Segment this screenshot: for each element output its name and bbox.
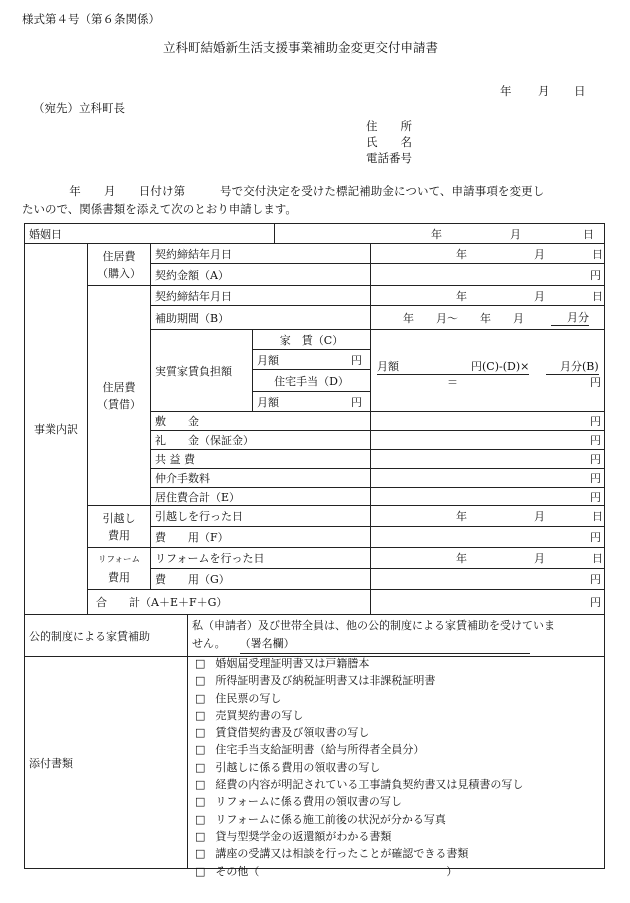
contract-amount-field[interactable] bbox=[370, 263, 605, 285]
rent-contract-date-field[interactable] bbox=[370, 285, 605, 305]
formula-yen: 円 bbox=[590, 376, 601, 389]
signature-field[interactable] bbox=[240, 635, 530, 654]
checkbox-icon[interactable]: □ bbox=[195, 847, 206, 861]
phone-label: 電話番号 bbox=[366, 151, 412, 165]
housing-purchase-label: 住居費 （購入） bbox=[87, 243, 150, 285]
public-line-1: 私（申請者）及び世帯全員は、他の公的制度による家賃補助を受けていま bbox=[192, 619, 555, 632]
page-title: 立科町結婚新生活支援事業補助金変更交付申請書 bbox=[163, 40, 439, 55]
yen-common: 円 bbox=[590, 453, 601, 466]
attachment-item[interactable] bbox=[195, 776, 523, 793]
attachment-item[interactable] bbox=[195, 672, 523, 689]
attachment-item[interactable] bbox=[195, 828, 523, 845]
housing-rent-label: 住居費 （賃借） bbox=[87, 285, 150, 505]
attachment-text: 所得証明書及び納税証明書又は非課税証明書 bbox=[215, 674, 436, 688]
reform-label-bottom: 費用 bbox=[108, 570, 130, 584]
cost-g-label: 費 用（G） bbox=[150, 568, 370, 589]
public-line-2: せん。 bbox=[192, 637, 226, 650]
address-label: 住 所 bbox=[366, 119, 412, 133]
cost-f-field[interactable] bbox=[370, 526, 605, 547]
deposit-label: 敷 金 bbox=[150, 411, 370, 430]
rent-c-monthly: 月額 bbox=[257, 353, 279, 367]
intro-line-1: 年 月 日付け第 号で交付決定を受けた標記補助金について、申請事項を変更し bbox=[46, 184, 545, 198]
subsidy-period-field[interactable] bbox=[370, 305, 605, 329]
checkbox-icon[interactable]: □ bbox=[195, 760, 206, 774]
attachment-text: その他（ ） bbox=[215, 864, 458, 878]
business-details-label bbox=[24, 243, 87, 614]
attachment-text: リフォームに係る施工前後の状況が分かる写真 bbox=[215, 812, 446, 826]
attachment-text: 引越しに係る費用の領収書の写し bbox=[215, 760, 381, 774]
signature-label: （署名欄） bbox=[239, 637, 295, 650]
yen-f: 円 bbox=[590, 531, 601, 544]
housing-total-label: 居住費合計（E） bbox=[150, 487, 370, 505]
md-month: 月 bbox=[534, 510, 545, 523]
formula-months bbox=[546, 358, 599, 375]
checkbox-icon[interactable]: □ bbox=[195, 812, 206, 826]
moving-date-label: 引越しを行った日 bbox=[150, 505, 370, 526]
rent-formula-field[interactable] bbox=[370, 329, 605, 411]
formula-equals: ＝ bbox=[447, 376, 458, 389]
allowance-d-yen: 円 bbox=[351, 395, 362, 409]
marriage-day: 日 bbox=[583, 227, 594, 241]
attachment-item[interactable] bbox=[195, 707, 523, 724]
rcd-year: 年 bbox=[456, 289, 467, 303]
moving-date-field[interactable] bbox=[370, 505, 605, 526]
attachments-list bbox=[195, 655, 523, 880]
attachment-item[interactable] bbox=[195, 690, 523, 707]
attachment-item[interactable] bbox=[195, 863, 523, 880]
deposit-field[interactable] bbox=[370, 411, 605, 430]
attachment-item[interactable] bbox=[195, 811, 523, 828]
yen-a: 円 bbox=[590, 268, 601, 282]
total-label: 合 計（A＋E＋F＋G） bbox=[87, 589, 370, 614]
rent-c-yen: 円 bbox=[351, 353, 362, 367]
yen-e: 円 bbox=[590, 490, 601, 504]
business-details-text: 事業内訳 bbox=[34, 423, 78, 436]
marriage-date-field[interactable] bbox=[274, 223, 605, 243]
yen-g: 円 bbox=[590, 573, 601, 586]
rd-month: 月 bbox=[534, 552, 545, 565]
agent-fee-field[interactable] bbox=[370, 468, 605, 487]
pcd-day: 日 bbox=[592, 247, 603, 261]
housing-total-field[interactable] bbox=[370, 487, 605, 505]
reform-date-label: リフォームを行った日 bbox=[150, 547, 370, 568]
md-day: 日 bbox=[592, 510, 603, 523]
period-months bbox=[551, 309, 589, 326]
agent-fee-label: 仲介手数料 bbox=[150, 468, 370, 487]
checkbox-icon[interactable]: □ bbox=[195, 795, 206, 809]
checkbox-icon[interactable]: □ bbox=[195, 674, 206, 688]
attachments-label: 添付書類 bbox=[24, 656, 187, 869]
rent-c-label: 家 賃（C） bbox=[252, 329, 370, 349]
attachment-text: 住宅手当支給証明書（給与所得者全員分） bbox=[215, 743, 425, 757]
rcd-month: 月 bbox=[534, 289, 545, 303]
date-month: 月 bbox=[538, 84, 550, 98]
period-from: 年 月～ 年 月 bbox=[403, 311, 524, 325]
key-money-label: 礼 金（保証金） bbox=[150, 430, 370, 449]
attachment-item[interactable] bbox=[195, 741, 523, 758]
attachment-item[interactable] bbox=[195, 724, 523, 741]
checkbox-icon[interactable]: □ bbox=[195, 864, 206, 878]
yen-agent: 円 bbox=[590, 472, 601, 485]
contract-amount-label: 契約金額（A） bbox=[150, 263, 370, 285]
rd-year: 年 bbox=[456, 552, 467, 565]
cost-f-label: 費 用（F） bbox=[150, 526, 370, 547]
attachment-text: 売買契約書の写し bbox=[215, 708, 304, 722]
checkbox-icon[interactable]: □ bbox=[195, 691, 206, 705]
date-day: 日 bbox=[574, 84, 586, 98]
attachment-item[interactable] bbox=[195, 655, 523, 672]
rent-c-field[interactable] bbox=[252, 349, 370, 369]
marriage-date-text: 婚姻日 bbox=[29, 227, 62, 241]
attachment-text: 住民票の写し bbox=[215, 691, 282, 705]
marriage-date-label bbox=[24, 223, 274, 243]
attachment-item[interactable] bbox=[195, 759, 523, 776]
reform-label-top: リフォーム bbox=[97, 554, 141, 565]
attachment-text: 貸与型奨学金の返還額がわかる書類 bbox=[215, 829, 392, 843]
key-money-field[interactable] bbox=[370, 430, 605, 449]
name-label: 氏 名 bbox=[366, 135, 412, 149]
reform-cost-label bbox=[87, 547, 150, 589]
subsidy-period-label: 補助期間（B） bbox=[150, 305, 370, 329]
allowance-d-label: 住宅手当（D） bbox=[252, 369, 370, 391]
attachment-item[interactable] bbox=[195, 845, 523, 862]
attachment-text: リフォームに係る費用の領収書の写し bbox=[215, 795, 402, 809]
pcd-year: 年 bbox=[456, 247, 467, 261]
purchase-contract-date-label: 契約締結年月日 bbox=[150, 243, 370, 263]
attachment-text: 賃貸借契約書及び領収書の写し bbox=[215, 726, 370, 740]
allowance-d-monthly: 月額 bbox=[257, 395, 279, 409]
yen-key: 円 bbox=[590, 434, 601, 447]
md-year: 年 bbox=[456, 510, 467, 523]
checkbox-icon[interactable]: □ bbox=[195, 743, 206, 757]
checkbox-icon[interactable]: □ bbox=[195, 657, 206, 670]
public-housing-statement bbox=[187, 614, 605, 656]
attachment-text: 経費の内容が明記されている工事請負契約書又は見積書の写し bbox=[215, 778, 524, 792]
reform-date-field[interactable] bbox=[370, 547, 605, 568]
allowance-d-field[interactable] bbox=[252, 391, 370, 411]
attachment-item[interactable] bbox=[195, 793, 523, 810]
yen-total: 円 bbox=[590, 596, 601, 609]
marriage-year: 年 bbox=[431, 227, 442, 241]
real-rent-label: 実質家賃負担額 bbox=[150, 329, 252, 411]
date-year: 年 bbox=[500, 84, 512, 98]
rcd-day: 日 bbox=[592, 289, 603, 303]
rent-contract-date-label: 契約締結年月日 bbox=[150, 285, 370, 305]
total-field[interactable] bbox=[370, 589, 605, 614]
formula-mid: 円(C)-(D)× bbox=[471, 360, 530, 373]
formula-left: 月額 bbox=[377, 360, 399, 373]
checkbox-icon[interactable]: □ bbox=[195, 829, 206, 843]
public-housing-label: 公的制度による家賃補助 bbox=[24, 614, 187, 656]
attachment-text: 講座の受講又は相談を行ったことが確認できる書類 bbox=[215, 847, 469, 861]
rd-day: 日 bbox=[592, 552, 603, 565]
common-fee-field[interactable] bbox=[370, 449, 605, 468]
form-number: 様式第４号（第６条関係） bbox=[22, 12, 160, 26]
moving-cost-label: 引越し 費用 bbox=[87, 505, 150, 547]
addressee: （宛先）立科町長 bbox=[33, 101, 125, 115]
formula-monthly bbox=[377, 358, 529, 375]
checkbox-icon[interactable]: □ bbox=[195, 726, 206, 740]
pcd-month: 月 bbox=[534, 247, 545, 261]
purchase-contract-date-field[interactable] bbox=[370, 243, 605, 263]
checkbox-icon[interactable]: □ bbox=[195, 708, 206, 722]
period-months-text: 月分 bbox=[567, 311, 589, 324]
checkbox-icon[interactable]: □ bbox=[195, 778, 206, 792]
formula-right: 月分(B) bbox=[560, 360, 599, 373]
yen-deposit: 円 bbox=[590, 415, 601, 428]
intro-line-2: たいので、関係書類を添えて次のとおり申請します。 bbox=[22, 202, 297, 216]
cost-g-field[interactable] bbox=[370, 568, 605, 589]
attachment-text: 婚姻届受理証明書又は戸籍謄本 bbox=[215, 657, 370, 670]
common-fee-label: 共 益 費 bbox=[150, 449, 370, 468]
marriage-month: 月 bbox=[510, 227, 521, 241]
